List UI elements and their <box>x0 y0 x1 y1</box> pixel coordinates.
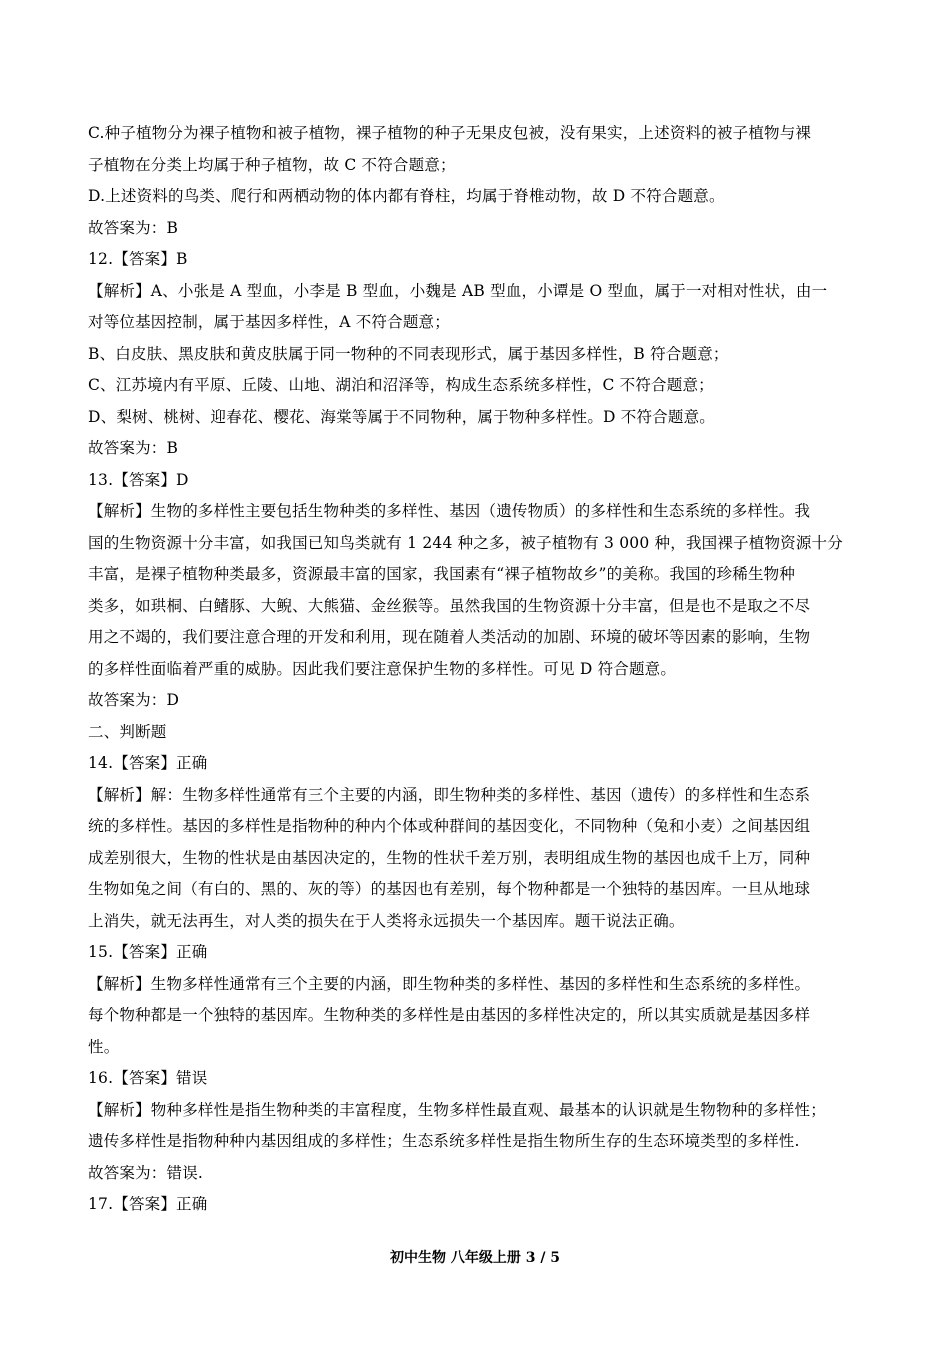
text-line: 故答案为：D <box>88 691 180 709</box>
answer-heading-16: 16.【答案】错误 <box>88 1069 208 1087</box>
text-line: 对等位基因控制，属于基因多样性，A 不符合题意； <box>88 313 450 331</box>
text-line: 用之不竭的，我们要注意合理的开发和利用，现在随着人类活动的加剧、环境的破坏等因素的影响，生物 <box>88 628 811 646</box>
answer-heading-12: 12.【答案】B <box>88 250 188 268</box>
answer-heading-17: 17.【答案】正确 <box>88 1195 208 1213</box>
text-line: 【解析】物种多样性是指生物种类的丰富程度，生物多样性最直观、最基本的认识就是生物物种的多样性； <box>88 1100 826 1119</box>
text-line: 国的生物资源十分丰富，如我国已知鸟类就有 1 244 种之多，被子植物有 3 000 种，我国裸子植物资源十分 <box>88 533 843 552</box>
text-line: D.上述资料的鸟类、爬行和两栖动物的体内都有脊柱，均属于脊椎动物，故 D 不符合题意。 <box>88 187 725 205</box>
text-line: 统的多样性。基因的多样性是指物种的种内个体或种群间的基因变化，不同物种（兔和小麦）之间基因组 <box>88 817 811 835</box>
text-line: 每个物种都是一个独特的基因库。生物种类的多样性是由基因的多样性决定的，所以其实质就是基因多样 <box>88 1006 811 1024</box>
text-line: D、梨树、桃树、迎春花、樱花、海棠等属于不同物种，属于物种多样性。D 不符合题意。 <box>88 407 715 426</box>
text-line: 故答案为：B <box>88 218 179 237</box>
answer-heading-14: 14.【答案】正确 <box>88 754 208 772</box>
text-line: 子植物在分类上均属于种子植物，故 C 不符合题意； <box>88 155 456 174</box>
text-line: B、白皮肤、黑皮肤和黄皮肤属于同一物种的不同表现形式，属于基因多样性，B 符合题意； <box>88 344 729 363</box>
text-line: C、江苏境内有平原、丘陵、山地、湖泊和沼泽等，构成生态系统多样性，C 不符合题意； <box>88 376 714 394</box>
text-line: 【解析】生物的多样性主要包括生物种类的多样性、基因（遗传物质）的多样性和生态系统的多样性。我 <box>88 502 811 520</box>
answer-heading-13: 13.【答案】D <box>88 470 189 489</box>
text-line: 成差别很大，生物的性状是由基因决定的，生物的性状千差万别，表明组成生物的基因也成千上万，同种 <box>88 848 811 867</box>
page-footer: 初中生物 八年级上册 3 / 5 <box>389 1250 561 1266</box>
text-line: 丰富，是裸子植物种类最多，资源最丰富的国家，我国素有“裸子植物故乡”的美称。我国的珍稀生物种 <box>88 565 796 583</box>
section-heading: 二、判断题 <box>88 722 167 741</box>
text-line: 上消失，就无法再生，对人类的损失在于人类将永远损失一个基因库。题干说法正确。 <box>88 911 685 930</box>
text-line: 【解析】A、小张是 A 型血，小李是 B 型血，小魏是 AB 型血，小谭是 O 型血，属于一对相对性状，由一 <box>88 281 828 300</box>
text-line: C.种子植物分为裸子植物和被子植物，裸子植物的种子无果皮包被，没有果实，上述资料的被子植物与裸 <box>88 124 812 142</box>
text-line: 类多，如珙桐、白鳍豚、大鲵、大熊猫、金丝猴等。虽然我国的生物资源十分丰富，但是也不是取之不尽 <box>88 596 811 615</box>
text-line: 故答案为：错误. <box>88 1163 204 1182</box>
text-line: 的多样性面临着严重的威胁。因此我们要注意保护生物的多样性。可见 D 符合题意。 <box>88 659 677 678</box>
text-line: 【解析】生物多样性通常有三个主要的内涵，即生物种类的多样性、基因的多样性和生态系统的多样性。 <box>88 974 811 993</box>
text-line: 【解析】解：生物多样性通常有三个主要的内涵，即生物种类的多样性、基因（遗传）的多样性和生态系 <box>88 785 811 804</box>
text-line: 遗传多样性是指物种种内基因组成的多样性；生态系统多样性是指生物所生存的生态环境类型的多样性. <box>88 1132 800 1150</box>
text-line: 生物如兔之间（有白的、黑的、灰的等）的基因也有差别，每个物种都是一个独特的基因库。一旦从地球 <box>88 880 811 898</box>
text-line: 性。 <box>88 1037 120 1056</box>
text-line: 故答案为：B <box>88 439 179 457</box>
answer-heading-15: 15.【答案】正确 <box>88 943 208 961</box>
document-body <box>88 118 868 1221</box>
